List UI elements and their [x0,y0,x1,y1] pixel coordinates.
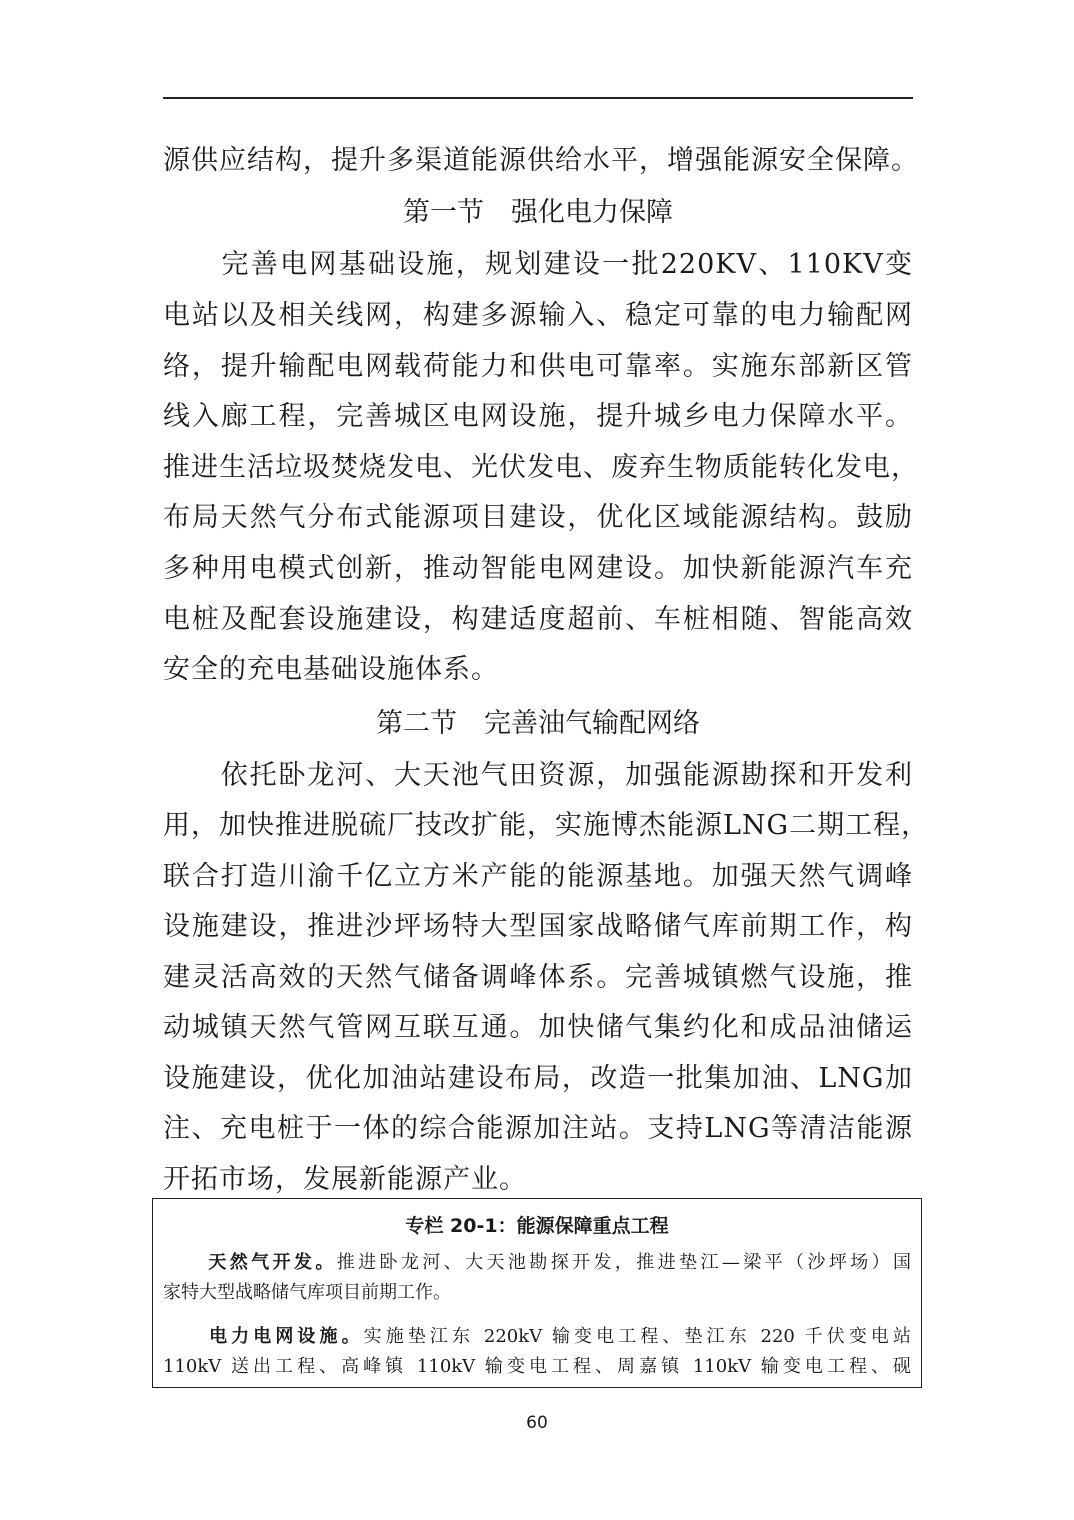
body-line: 开拓市场，发展新能源产业。 [163,1164,527,1195]
body-line: 布局天然气分布式能源项目建设，优化区域能源结构。鼓励 [163,502,913,533]
box-line [163,1249,911,1277]
page-number: 60 [526,1413,548,1433]
body-line: 设施建设，推进沙坪场特大型国家战略储气库前期工作，构 [163,911,913,942]
body-line: 线入廊工程，完善城区电网设施，提升城乡电力保障水平。 [163,401,913,432]
body-line: 完善电网基础设施，规划建设一批220KV、110KV变 [163,249,913,280]
body-line: 建灵活高效的天然气储备调峰体系。完善城镇燃气设施，推 [163,962,913,993]
section-heading-2: 第二节 完善油气输配网络 [376,708,700,739]
body-line: 用，加快推进脱硫厂技改扩能，实施博杰能源LNG二期工程， [163,810,930,841]
body-line: 多种用电模式创新，推动智能电网建设。加快新能源汽车充 [163,553,913,584]
body-line: 设施建设，优化加油站建设布局，改造一批集加油、LNG加 [163,1063,913,1094]
power-lead: 电力电网设施。 [205,1326,364,1347]
box-line [163,1323,911,1351]
box-line: 家特大型战略储气库项目前期工作。 [163,1282,451,1303]
body-line: 络，提升输配电网载荷能力和供电可靠率。实施东部新区管 [163,351,913,382]
box-line: 110kV 送出工程、高峰镇 110kV 输变电工程、周嘉镇 110kV 输变电工程、砚 [163,1356,911,1377]
body-line: 电站以及相关线网，构建多源输入、稳定可靠的电力输配网 [163,300,913,331]
body-line: 注、充电桩于一体的综合能源加注站。支持LNG等清洁能源 [163,1113,913,1144]
body-line: 电桩及配套设施建设，构建适度超前、车桩相随、智能高效 [163,604,913,635]
feature-box [152,1198,922,1388]
gas-lead: 天然气开发。 [205,1252,337,1273]
body-line: 推进生活垃圾焚烧发电、光伏发电、废弃生物质能转化发电， [163,452,919,483]
body-line: 动城镇天然气管网互联互通。加快储气集约化和成品油储运 [163,1012,913,1043]
header-rule [163,97,913,99]
section-heading-1: 第一节 强化电力保障 [403,197,673,228]
intro-line: 源供应结构，提升多渠道能源供给水平，增强能源安全保障。 [163,145,919,176]
body-line: 联合打造川渝千亿立方米产能的能源基地。加强天然气调峰 [163,861,913,892]
body-line: 安全的充电基础设施体系。 [163,654,499,685]
power-text: 实施垫江东 220kV 输变电工程、垫江东 220 千伏变电站 [363,1326,911,1347]
box-title: 专栏 20-1：能源保障重点工程 [405,1215,669,1237]
body-line: 依托卧龙河、大天池气田资源，加强能源勘探和开发利 [163,760,913,791]
gas-text: 推进卧龙河、大天池勘探开发，推进垫江—梁平（沙坪场）国 [336,1252,912,1273]
